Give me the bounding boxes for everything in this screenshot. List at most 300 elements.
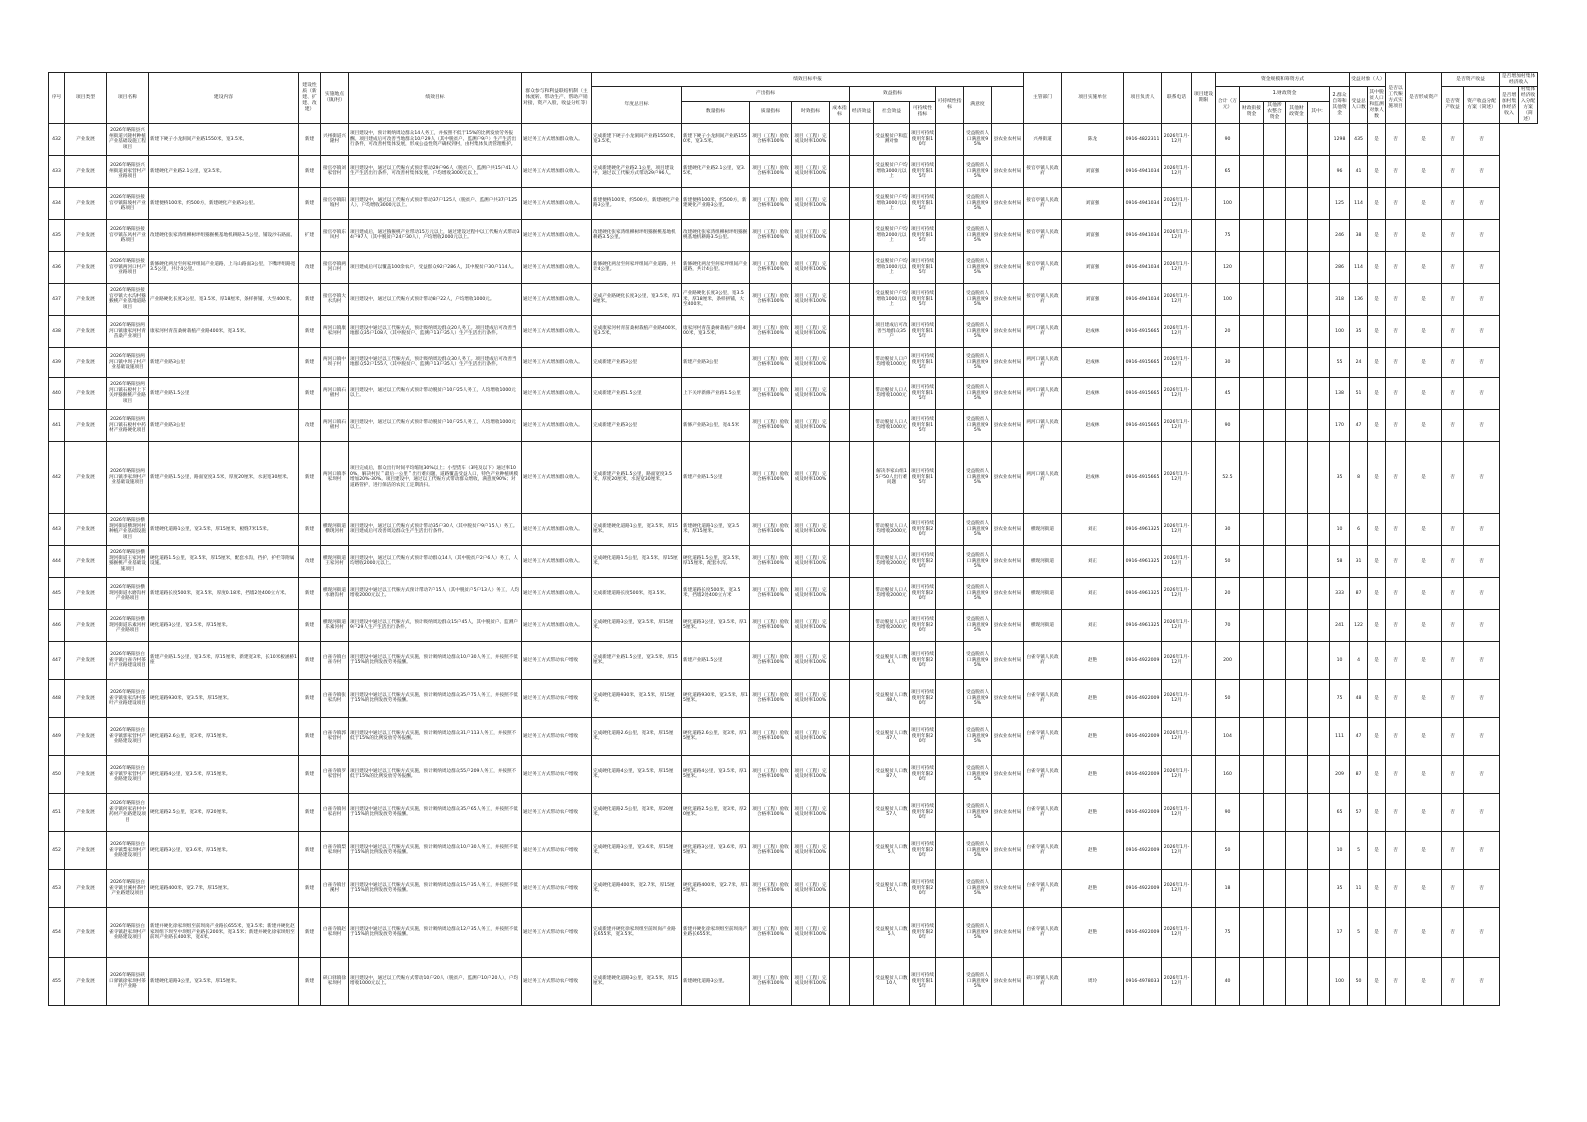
cell-cost bbox=[830, 187, 850, 219]
cell-other-fiscal bbox=[1264, 315, 1286, 347]
cell-extra bbox=[936, 123, 964, 155]
cell-total: 100 bbox=[1216, 283, 1240, 315]
cell-asset: 否 bbox=[1386, 315, 1406, 347]
cell-other-fiscal bbox=[1264, 441, 1286, 513]
cell-qty: 新建便桥100米，约500方，新建硬化产业路3公里。 bbox=[682, 187, 750, 219]
cell-quality: 项目（工程）验收合格率100% bbox=[750, 679, 792, 717]
cell-mech: 通过务工方式带动农户增收 bbox=[522, 793, 592, 831]
cell-mech: 通过务工方式增加群众收入。 bbox=[522, 441, 592, 513]
cell-sust: 项目可持续使用年限15年 bbox=[910, 283, 936, 315]
cell-benef-total: 58 bbox=[1330, 545, 1350, 577]
cell-asset: 否 bbox=[1386, 755, 1406, 793]
cell-nature: 新建 bbox=[299, 347, 321, 377]
cell-extra bbox=[936, 187, 964, 219]
cell-benef-total: 241 bbox=[1330, 609, 1350, 641]
cell-self bbox=[1308, 315, 1330, 347]
cell-location: 横现河街道乐素河村 bbox=[321, 609, 349, 641]
cell-quality: 项目（工程）验收合格率100% bbox=[750, 717, 792, 755]
cell-content: 新建产业路1.5公里，宽3.5米，厚15厘米，新建宽3米，长10米板涵桥1座 bbox=[149, 641, 299, 679]
cell-type: 产业发展 bbox=[65, 793, 107, 831]
cell-asset-dist: 否 bbox=[1442, 577, 1464, 609]
h-asset-dist: 资产收益分配方案（简述） bbox=[1464, 87, 1500, 124]
cell-other-fiscal bbox=[1264, 155, 1286, 187]
cell-asset-dist: 否 bbox=[1442, 315, 1464, 347]
cell-satis: 受益脱贫人口满意度95% bbox=[964, 377, 992, 409]
cell-asset-income: 是 bbox=[1406, 755, 1442, 793]
cell-location: 两河口镇李家坝村 bbox=[321, 441, 349, 513]
cell-blank1 bbox=[1192, 219, 1216, 251]
cell-nature: 新建 bbox=[299, 793, 321, 831]
cell-annual: 新修硬化两岔至何家坪组间产业道路，共计4公里。 bbox=[592, 251, 682, 283]
cell-leader: 刘富强 bbox=[1062, 251, 1124, 283]
cell-central bbox=[1240, 219, 1264, 251]
cell-mech: 通过务工方式增加群众收入。 bbox=[522, 347, 592, 377]
cell-mech: 通过务工方式增加群众收入。 bbox=[522, 377, 592, 409]
cell-cost bbox=[830, 869, 850, 907]
cell-content: 新建产业路1.5公里 bbox=[149, 377, 299, 409]
cell-quality: 项目（工程）验收合格率100% bbox=[750, 577, 792, 609]
cell-dept: 县农业农村局 bbox=[992, 513, 1024, 545]
cell-sust: 项目可持续使用年限20年 bbox=[910, 609, 936, 641]
cell-period: 2026年1月-12月 bbox=[1162, 679, 1192, 717]
cell-quality: 项目（工程）验收合格率100% bbox=[750, 251, 792, 283]
cell-other-fiscal bbox=[1264, 545, 1286, 577]
cell-asset-dist: 否 bbox=[1442, 409, 1464, 441]
cell-other-f bbox=[1286, 793, 1308, 831]
cell-benef-poor: 38 bbox=[1350, 219, 1368, 251]
cell-village: 否 bbox=[1464, 513, 1500, 545]
cell-quality: 项目（工程）验收合格率100% bbox=[750, 377, 792, 409]
cell-location: 两河口镇石板村 bbox=[321, 409, 349, 441]
cell-type: 产业发展 bbox=[65, 155, 107, 187]
cell-asset-income: 是 bbox=[1406, 679, 1442, 717]
cell-dept: 县农业农村局 bbox=[992, 347, 1024, 377]
cell-central bbox=[1240, 513, 1264, 545]
cell-perf: 项目建设中通过以工代赈方式实施，预计吸纳周边群众12户35人务工，并按照不低于15%的比例发放劳务报酬。 bbox=[349, 907, 522, 957]
cell-village: 否 bbox=[1464, 251, 1500, 283]
cell-phone: 0916-4922009 bbox=[1124, 679, 1162, 717]
h-placeholder bbox=[992, 87, 1024, 124]
cell-phone: 0916-4961325 bbox=[1124, 513, 1162, 545]
cell-dept: 县农业农村局 bbox=[992, 609, 1024, 641]
cell-mech: 通过务工方式增加群众收入。 bbox=[522, 123, 592, 155]
cell-central bbox=[1240, 641, 1264, 679]
cell-total: 20 bbox=[1216, 577, 1240, 609]
cell-asset-income: 是 bbox=[1406, 907, 1442, 957]
cell-self bbox=[1308, 251, 1330, 283]
cell-benef-poor: 136 bbox=[1350, 283, 1368, 315]
cell-dept: 县农业农村局 bbox=[992, 869, 1024, 907]
cell-qty: 硬化道路400米，宽2.7米，厚15厘米。 bbox=[682, 869, 750, 907]
cell-total: 52.5 bbox=[1216, 441, 1240, 513]
cell-econ bbox=[850, 251, 874, 283]
cell-asset: 否 bbox=[1386, 123, 1406, 155]
cell-workfare: 是 bbox=[1368, 679, 1386, 717]
cell-total: 18 bbox=[1216, 869, 1240, 907]
cell-type: 产业发展 bbox=[65, 347, 107, 377]
cell-other-f bbox=[1286, 831, 1308, 869]
cell-nature: 新建 bbox=[299, 315, 321, 347]
cell-benef-poor: 31 bbox=[1350, 545, 1368, 577]
cell-total: 30 bbox=[1216, 513, 1240, 545]
h-other-fiscal: 其他涉农整合资金 bbox=[1264, 102, 1286, 124]
cell-asset: 否 bbox=[1386, 409, 1406, 441]
cell-leader: 赵成林 bbox=[1062, 441, 1124, 513]
cell-asset-income: 是 bbox=[1406, 793, 1442, 831]
cell-sust: 项目可持续使用年限20年 bbox=[910, 793, 936, 831]
h-output: 产出指标 bbox=[682, 87, 850, 102]
cell-workfare: 是 bbox=[1368, 155, 1386, 187]
cell-seq: 433 bbox=[49, 155, 65, 187]
cell-other-f bbox=[1286, 869, 1308, 907]
cell-econ bbox=[850, 793, 874, 831]
cell-self bbox=[1308, 755, 1330, 793]
cell-sust: 项目可持续使用年限15年 bbox=[910, 315, 936, 347]
cell-dept: 县农业农村局 bbox=[992, 123, 1024, 155]
table-row bbox=[49, 717, 1538, 755]
cell-asset-dist: 否 bbox=[1442, 187, 1464, 219]
cell-sust: 项目可持续使用年限15年 bbox=[910, 251, 936, 283]
cell-type: 产业发展 bbox=[65, 219, 107, 251]
cell-unit: 两河口镇人民政府 bbox=[1024, 347, 1062, 377]
cell-mech: 通过务工方式增加群众收入。 bbox=[522, 513, 592, 545]
cell-perf: 项目建设中，通过以工代赈方式预计带动29户96人（脱贫户、监测户共15户41人）生产生活出行条件，可改善村集体发展，户均增收3000元以上。 bbox=[349, 155, 522, 187]
cell-asset-income: 是 bbox=[1406, 283, 1442, 315]
cell-asset: 否 bbox=[1386, 187, 1406, 219]
cell-econ bbox=[850, 679, 874, 717]
cell-content: 硬化道路930米，宽3.5米，厚15厘米。 bbox=[149, 679, 299, 717]
cell-satis: 受益脱贫人口满意度95% bbox=[964, 679, 992, 717]
table-row bbox=[49, 251, 1538, 283]
cell-other-f bbox=[1286, 513, 1308, 545]
cell-sust: 项目可持续使用年限15年 bbox=[910, 219, 936, 251]
cell-asset-dist: 否 bbox=[1442, 251, 1464, 283]
cell-qty: 新修产业路3公里，宽4.5米 bbox=[682, 409, 750, 441]
cell-econ bbox=[850, 545, 874, 577]
cell-cost bbox=[830, 755, 850, 793]
cell-name: 2026年略阳县白雀寺镇何家岩村中药材产业路建设项目 bbox=[107, 793, 149, 831]
h-asset-income: 是否资产收益 bbox=[1442, 73, 1500, 87]
cell-total: 120 bbox=[1216, 251, 1240, 283]
cell-other-f bbox=[1286, 755, 1308, 793]
cell-blank1 bbox=[1192, 251, 1216, 283]
h-benef-total: 受益总人口数 bbox=[1350, 87, 1368, 124]
cell-content: 产业路硬化长度3公里，宽3.5米，厚18厘米，条样拼铺，大至400米。 bbox=[149, 283, 299, 315]
cell-qty: 硬化道路4公里，宽3.5米，厚15厘米。 bbox=[682, 755, 750, 793]
cell-total: 65 bbox=[1216, 155, 1240, 187]
cell-satis: 受益脱贫人口满意度95% bbox=[964, 755, 992, 793]
cell-location: 横现河街道王家河村 bbox=[321, 545, 349, 577]
cell-mech: 通过务工方式增加群众收入。 bbox=[522, 219, 592, 251]
cell-type: 产业发展 bbox=[65, 283, 107, 315]
cell-location: 两河口镇石板村 bbox=[321, 377, 349, 409]
cell-econ bbox=[850, 187, 874, 219]
h-dept: 主管部门 bbox=[1024, 73, 1062, 124]
cell-phone: 0916-4978033 bbox=[1124, 957, 1162, 1005]
cell-quality: 项目（工程）验收合格率100% bbox=[750, 347, 792, 377]
cell-sust: 项目可持续使用年限20年 bbox=[910, 513, 936, 545]
h-fund: 资金规模和筹资方式 bbox=[1216, 73, 1350, 87]
cell-annual: 完成硬化道路2.6公里，宽3米，厚15厘米。 bbox=[592, 717, 682, 755]
h-leader: 项目负责人 bbox=[1124, 73, 1162, 124]
cell-location: 白雀寺镇甘溪村 bbox=[321, 869, 349, 907]
cell-extra bbox=[936, 155, 964, 187]
cell-workfare: 是 bbox=[1368, 219, 1386, 251]
cell-location: 白雀寺镇张家沟村 bbox=[321, 679, 349, 717]
h-time: 时效指标 bbox=[792, 102, 830, 124]
cell-mech: 通过务工方式增加群众收入。 bbox=[522, 187, 592, 219]
cell-leader: 刘正 bbox=[1062, 609, 1124, 641]
h-cost: 成本指标 bbox=[830, 102, 850, 124]
cell-benef-total: 1298 bbox=[1330, 123, 1350, 155]
cell-workfare: 是 bbox=[1368, 315, 1386, 347]
cell-benef-poor: 435 bbox=[1350, 123, 1368, 155]
cell-village: 否 bbox=[1464, 831, 1500, 869]
cell-dept: 县农业农村局 bbox=[992, 283, 1024, 315]
h-phone: 联系电话 bbox=[1162, 73, 1192, 124]
h-of-which: 其中： bbox=[1308, 102, 1330, 124]
cell-central bbox=[1240, 957, 1264, 1005]
cell-sust: 项目可持续使用年限20年 bbox=[910, 755, 936, 793]
cell-village: 否 bbox=[1464, 869, 1500, 907]
cell-total: 40 bbox=[1216, 957, 1240, 1005]
cell-benef-total: 35 bbox=[1330, 869, 1350, 907]
cell-seq: 451 bbox=[49, 793, 65, 831]
cell-benef-total: 318 bbox=[1330, 283, 1350, 315]
cell-asset-income: 是 bbox=[1406, 377, 1442, 409]
cell-asset-income: 是 bbox=[1406, 251, 1442, 283]
cell-dept: 县农业农村局 bbox=[992, 641, 1024, 679]
cell-annual: 完成硬化道路400米，宽2.7米，厚15厘米。 bbox=[592, 869, 682, 907]
cell-type: 产业发展 bbox=[65, 545, 107, 577]
cell-social: 受益脱贫人口数87人 bbox=[874, 755, 910, 793]
cell-quality: 项目（工程）验收合格率100% bbox=[750, 641, 792, 679]
cell-leader: 刘正 bbox=[1062, 577, 1124, 609]
table-row bbox=[49, 347, 1538, 377]
cell-other-f bbox=[1286, 315, 1308, 347]
cell-qty: 硬化道路2.6公里，宽3米，厚15厘米。 bbox=[682, 717, 750, 755]
cell-nature: 改建 bbox=[299, 409, 321, 441]
cell-other-fiscal bbox=[1264, 869, 1286, 907]
cell-village: 否 bbox=[1464, 717, 1500, 755]
cell-self bbox=[1308, 187, 1330, 219]
cell-asset-income: 是 bbox=[1406, 347, 1442, 377]
cell-satis: 受益脱贫人口满意度95% bbox=[964, 123, 992, 155]
cell-benef-poor: 87 bbox=[1350, 577, 1368, 609]
cell-period: 2026年1月-12月 bbox=[1162, 187, 1192, 219]
cell-seq: 453 bbox=[49, 869, 65, 907]
cell-quality: 项目（工程）验收合格率100% bbox=[750, 831, 792, 869]
cell-quality: 项目（工程）验收合格率100% bbox=[750, 187, 792, 219]
cell-social: 受益脱贫人口数47人 bbox=[874, 717, 910, 755]
cell-other-f bbox=[1286, 717, 1308, 755]
cell-seq: 454 bbox=[49, 907, 65, 957]
table-row bbox=[49, 513, 1538, 545]
cell-location: 白雀寺镇白雀寺村 bbox=[321, 641, 349, 679]
cell-qty: 硬化道路2.5公里，宽3米，厚20厘米。 bbox=[682, 793, 750, 831]
h-social: 社会效益 bbox=[874, 102, 910, 124]
cell-other-fiscal bbox=[1264, 123, 1286, 155]
h-unit: 项目实施单位 bbox=[1062, 73, 1124, 124]
cell-asset: 否 bbox=[1386, 869, 1406, 907]
cell-period: 2026年1月-12月 bbox=[1162, 793, 1192, 831]
cell-satis: 受益脱贫人口满意度95% bbox=[964, 187, 992, 219]
cell-type: 产业发展 bbox=[65, 831, 107, 869]
cell-time: 项目（工程）完成及时率100% bbox=[792, 441, 830, 513]
cell-quality: 项目（工程）验收合格率100% bbox=[750, 155, 792, 187]
cell-satis: 受益脱贫人口满意度95% bbox=[964, 957, 992, 1005]
cell-time: 项目（工程）完成及时率100% bbox=[792, 347, 830, 377]
cell-period: 2026年1月-12月 bbox=[1162, 577, 1192, 609]
cell-qty: 新修硬化两岔至何家坪组间产业道路，共计4公里。 bbox=[682, 251, 750, 283]
cell-leader: 赵艳 bbox=[1062, 907, 1124, 957]
cell-asset-dist: 否 bbox=[1442, 545, 1464, 577]
cell-asset: 否 bbox=[1386, 641, 1406, 679]
cell-perf: 项目建设中，通过以工代赈方式预计带动群众14人（其中脱贫户2户6人）务工，人均增收2000元以上。 bbox=[349, 545, 522, 577]
cell-content: 硬化道路3公里，宽3.6米，厚15厘米。 bbox=[149, 831, 299, 869]
cell-cost bbox=[830, 717, 850, 755]
cell-blank1 bbox=[1192, 155, 1216, 187]
cell-perf: 项目建设中通过以工代赈方式实施，预计吸纳周边群众31户113人务工，并按照不低于15%的比例发放劳务报酬。 bbox=[349, 717, 522, 755]
cell-time: 项目（工程）完成及时率100% bbox=[792, 641, 830, 679]
cell-village: 否 bbox=[1464, 347, 1500, 377]
cell-total: 75 bbox=[1216, 907, 1240, 957]
cell-benef-poor: 48 bbox=[1350, 679, 1368, 717]
cell-sust: 项目可持续使用年限15年 bbox=[910, 187, 936, 219]
cell-annual: 改建硬化张家湾组柳树坪组猕猴桃基地机耕路3.5公里。 bbox=[592, 219, 682, 251]
cell-asset-dist: 否 bbox=[1442, 283, 1464, 315]
cell-total: 90 bbox=[1216, 793, 1240, 831]
cell-blank1 bbox=[1192, 957, 1216, 1005]
cell-asset: 否 bbox=[1386, 219, 1406, 251]
cell-blank1 bbox=[1192, 641, 1216, 679]
cell-village: 否 bbox=[1464, 123, 1500, 155]
cell-annual: 完成新建硬化道路1公里，宽3.5米，厚15厘米。 bbox=[592, 513, 682, 545]
cell-name: 2026年略阳县横现河街道横现河村种植产业基础设施项目 bbox=[107, 513, 149, 545]
cell-seq: 445 bbox=[49, 577, 65, 609]
cell-time: 项目（工程）完成及时率100% bbox=[792, 577, 830, 609]
cell-name: 2026年略阳县两河口镇李家坝村产业基础设施项目 bbox=[107, 441, 149, 513]
cell-econ bbox=[850, 315, 874, 347]
cell-leader: 刘正 bbox=[1062, 545, 1124, 577]
cell-total: 50 bbox=[1216, 679, 1240, 717]
cell-period: 2026年1月-12月 bbox=[1162, 377, 1192, 409]
cell-qty: 新建硬化道路3公里。 bbox=[682, 957, 750, 1005]
cell-location: 接官亭镇大水沟村 bbox=[321, 283, 349, 315]
h-village: 是否增加村集体经济收入 bbox=[1500, 73, 1538, 87]
cell-type: 产业发展 bbox=[65, 251, 107, 283]
cell-qty: 硬化道路930米，宽3.5米，厚15厘米。 bbox=[682, 679, 750, 717]
cell-asset-dist: 否 bbox=[1442, 219, 1464, 251]
h-quality: 质量指标 bbox=[750, 102, 792, 124]
cell-leader: 赵艳 bbox=[1062, 755, 1124, 793]
cell-content: 改建硬化张家湾组柳树坪组猕猴桃基地机耕路3.5公里，铺设沙石路面。 bbox=[149, 219, 299, 251]
cell-workfare: 是 bbox=[1368, 609, 1386, 641]
cell-asset: 否 bbox=[1386, 155, 1406, 187]
cell-content: 硬化道路3公里，宽3.5米，厚15厘米。 bbox=[149, 609, 299, 641]
cell-perf: 项目建设中，通过以工代赈方式预计带动35户30人（其中脱贫户9户15人）务工。项目建成后可改善周边群众生产生活出行条件。 bbox=[349, 513, 522, 545]
cell-perf: 项目建设中通过以工代赈方式实施，预计吸纳周边群众55户209人务工，并按照不低于15%的比例发放劳务报酬。 bbox=[349, 755, 522, 793]
cell-leader: 赵艳 bbox=[1062, 831, 1124, 869]
cell-type: 产业发展 bbox=[65, 513, 107, 545]
cell-qty: 康家河村青苗桑树栽植产业路400米，宽3.5米。 bbox=[682, 315, 750, 347]
cell-phone: 0916-4922009 bbox=[1124, 907, 1162, 957]
cell-name: 2026年略阳县白雀寺镇张家沟村茶叶产业路建设项目 bbox=[107, 679, 149, 717]
cell-extra bbox=[936, 831, 964, 869]
cell-period: 2026年1月-12月 bbox=[1162, 123, 1192, 155]
cell-qty: 上下关坪新修产业路1.5公里 bbox=[682, 377, 750, 409]
cell-self bbox=[1308, 283, 1330, 315]
h-period: 项目建设期限 bbox=[1192, 73, 1216, 124]
cell-asset: 否 bbox=[1386, 793, 1406, 831]
cell-asset-income: 是 bbox=[1406, 513, 1442, 545]
cell-central bbox=[1240, 717, 1264, 755]
cell-annual: 完成新建产业路3公里 bbox=[592, 409, 682, 441]
cell-econ bbox=[850, 377, 874, 409]
cell-self bbox=[1308, 907, 1330, 957]
cell-workfare: 是 bbox=[1368, 377, 1386, 409]
cell-dept: 县农业农村局 bbox=[992, 793, 1024, 831]
cell-asset-income: 是 bbox=[1406, 123, 1442, 155]
cell-benef-poor: 114 bbox=[1350, 187, 1368, 219]
table-row bbox=[49, 409, 1538, 441]
cell-name: 2026年略阳县两河口镇石板村上下关坪猕猴桃产业路项目 bbox=[107, 377, 149, 409]
table-row bbox=[49, 377, 1538, 409]
cell-perf: 项目建设中，通过以工代赈方式带动10户20人（脱贫户、监测户10户20人），户均增收1000元以上。 bbox=[349, 957, 522, 1005]
cell-village: 否 bbox=[1464, 377, 1500, 409]
cell-blank1 bbox=[1192, 513, 1216, 545]
cell-time: 项目（工程）完成及时率100% bbox=[792, 831, 830, 869]
cell-econ bbox=[850, 609, 874, 641]
cell-extra bbox=[936, 957, 964, 1005]
cell-sust: 项目可持续使用年限20年 bbox=[910, 869, 936, 907]
cell-satis: 受益脱贫人口满意度95% bbox=[964, 717, 992, 755]
cell-benef-poor: 51 bbox=[1350, 377, 1368, 409]
cell-unit: 接官亭镇人民政府 bbox=[1024, 283, 1062, 315]
cell-other-f bbox=[1286, 907, 1308, 957]
cell-cost bbox=[830, 957, 850, 1005]
cell-satis: 受益脱贫人口满意度95% bbox=[964, 793, 992, 831]
cell-village: 否 bbox=[1464, 793, 1500, 831]
cell-perf: 项目建设中，预计吸纳周边群众14人务工，并按照不低于15%的比例发放劳务报酬。项目建成后可改善当地群众10户29人（其中脱贫户、监测户9户）生产生活出行条件，可改善村集体发展，形成公益性资产确权到村，由村集体负责管理维护。 bbox=[349, 123, 522, 155]
cell-mech: 通过务工方式带动农户增收 bbox=[522, 869, 592, 907]
cell-annual: 完成新建硬化道路3公里，宽3.5米，厚15厘米。 bbox=[592, 957, 682, 1005]
cell-central bbox=[1240, 831, 1264, 869]
cell-self bbox=[1308, 609, 1330, 641]
cell-sust: 项目可持续使用年限20年 bbox=[910, 907, 936, 957]
cell-asset: 否 bbox=[1386, 609, 1406, 641]
cell-extra bbox=[936, 347, 964, 377]
h-asset: 是否形成资产 bbox=[1406, 73, 1442, 124]
cell-self bbox=[1308, 219, 1330, 251]
cell-other-f bbox=[1286, 957, 1308, 1005]
cell-cost bbox=[830, 641, 850, 679]
cell-central bbox=[1240, 123, 1264, 155]
cell-nature: 新建 bbox=[299, 377, 321, 409]
cell-self bbox=[1308, 347, 1330, 377]
h-name: 项目名称 bbox=[107, 73, 149, 124]
cell-mech: 通过务工方式带动农户增收 bbox=[522, 717, 592, 755]
cell-central bbox=[1240, 283, 1264, 315]
cell-seq: 447 bbox=[49, 641, 65, 679]
cell-time: 项目（工程）完成及时率100% bbox=[792, 755, 830, 793]
cell-social: 受益脱贫户户均增收3000元以上 bbox=[874, 155, 910, 187]
cell-extra bbox=[936, 283, 964, 315]
cell-blank1 bbox=[1192, 831, 1216, 869]
cell-village: 否 bbox=[1464, 679, 1500, 717]
cell-type: 产业发展 bbox=[65, 869, 107, 907]
cell-self bbox=[1308, 409, 1330, 441]
